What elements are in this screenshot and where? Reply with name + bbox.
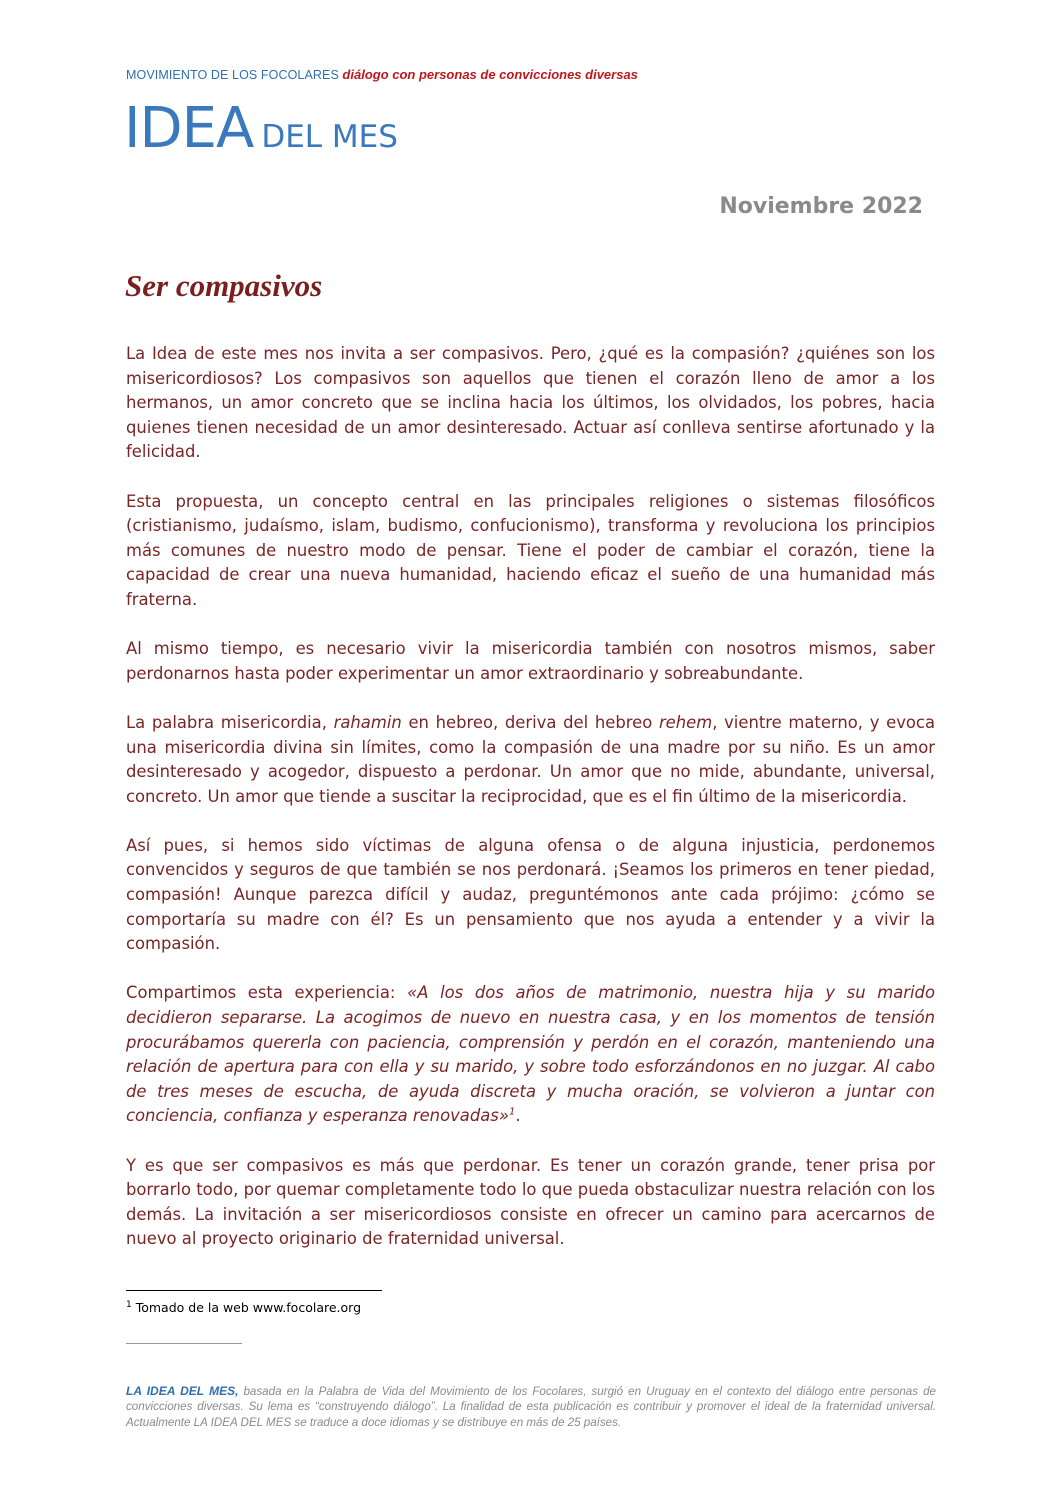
footnote-number: 1 [126,1300,132,1310]
issue-date: Noviembre 2022 [719,194,923,219]
paragraph-4 [126,711,935,809]
footnote [126,1300,361,1315]
colophon-text: basada en la Palabra de Vida del Movimiento de los Focolares, surgió en Uruguay en el contexto del diálogo entre personas de convicciones diversas. Su lema es “construyendo diálogo”. La finalidad de esta publicación es contribuir y promover el ideal de la fraternidad universal. Actualmente LA IDEA DEL MES se traduce a doce idiomas y se distribuye en más de 25 países. [126,1385,937,1429]
colophon-lead: LA IDEA DEL MES, [126,1384,239,1398]
paragraph-2: Esta propuesta, un concepto central en las principales religiones o sistemas filosóficos (cristianismo, judaísmo, islam, budismo, confucionismo), transforma y revoluciona los principios más comunes de nuestro modo de pensar. Tiene el poder de cambiar el corazón, tiene la capacidad de crear una nueva humanidad, haciendo eficaz el sueño de una humanidad más fraterna. [126,491,935,609]
masthead-line [126,67,638,82]
footnote-divider [126,1290,382,1291]
term-rahamin: rahamin [333,712,402,732]
p6-intro: Compartimos esta experiencia: [126,983,408,1003]
paragraph-5: Así pues, si hemos sido víctimas de alguna ofensa o de alguna injusticia, perdonemos convencidos y seguros de que también se nos perdonará. ¡Seamos los primeros en tener piedad, compasión! Aunque parezca difícil y audaz, preguntémonos ante cada prójimo: ¿cómo se comportaría su madre con él? Es un pensamiento que nos ayuda a entender y a vivir la compasión. [126,835,935,954]
p4-part: en hebreo, deriva del hebreo [401,712,659,732]
p4-part: La palabra misericordia, [126,712,334,732]
paragraph-7: Y es que ser compasivos es más que perdonar. Es tener un corazón grande, tener prisa por borrarlo todo, por quemar completamente todo lo que pueda obstaculizar nuestra relación con los demás. La invitación a ser misericordiosos consiste en ofrecer un camino para acercarnos de nuevo al proyecto originario de fraternidad universal. [126,1155,935,1249]
term-rehem: rehem [658,712,713,732]
experience-quote: «A los dos años de matrimonio, nuestra hija y su marido decidieron separarse. La acogimos de nuevo en nuestra casa, y en los momentos de tensión procurábamos quererla con paciencia, comprensión y perdón en el corazón, manteniendo una relación de apertura para con ella y su marido, y sobre todo esforzándonos en no juzgar. Al cabo de tres meses de escucha, de ayuda discreta y mucha oración, se volvieron a juntar con conciencia, confianza y esperanza renovadas» [126,983,935,1126]
organization-name: MOVIMIENTO DE LOS FOCOLARES [126,68,339,82]
paragraph-1: La Idea de este mes nos invita a ser compasivos. Pero, ¿qué es la compasión? ¿quiénes son los misericordiosos? Los compasivos son aquellos que tienen el corazón lleno de amor a los hermanos, un amor concreto que se inclina hacia los últimos, los olvidados, los pobres, hacia quienes tienen necesidad de un amor desinteresado. Actuar así conlleva sentirse afortunado y la felicidad. [126,344,935,462]
article-title: Ser compasivos [125,268,323,303]
masthead-tagline: diálogo con personas de convicciones diversas [342,67,638,82]
article-body [126,342,935,1277]
section-divider [126,1343,242,1344]
colophon [126,1384,936,1430]
paragraph-6 [126,981,935,1129]
paragraph-3: Al mismo tiempo, es necesario vivir la misericordia también con nosotros mismos, saber perdonarnos hasta poder experimentar un amor extraordinario y sobreabundante. [126,639,935,683]
publication-logo [124,96,398,161]
footnote-text: Tomado de la web www.focolare.org [131,1300,362,1316]
footnote-reference[interactable]: 1 [508,1106,516,1118]
p4-part: , vientre materno, y evoca una misericordia divina sin límites, como la compasión de una madre por su niño. Es un amor desinteresado y acogedor, dispuesto a perdonar. Un amor que no mide, abundante, universal, concreto. Un amor que tiende a suscitar la reciprocidad, que es el fin último de la misericordia. [126,712,935,806]
p6-end: . [515,1106,521,1126]
logo-del-mes: DEL MES [261,119,398,155]
logo-idea: IDEA [124,96,254,161]
